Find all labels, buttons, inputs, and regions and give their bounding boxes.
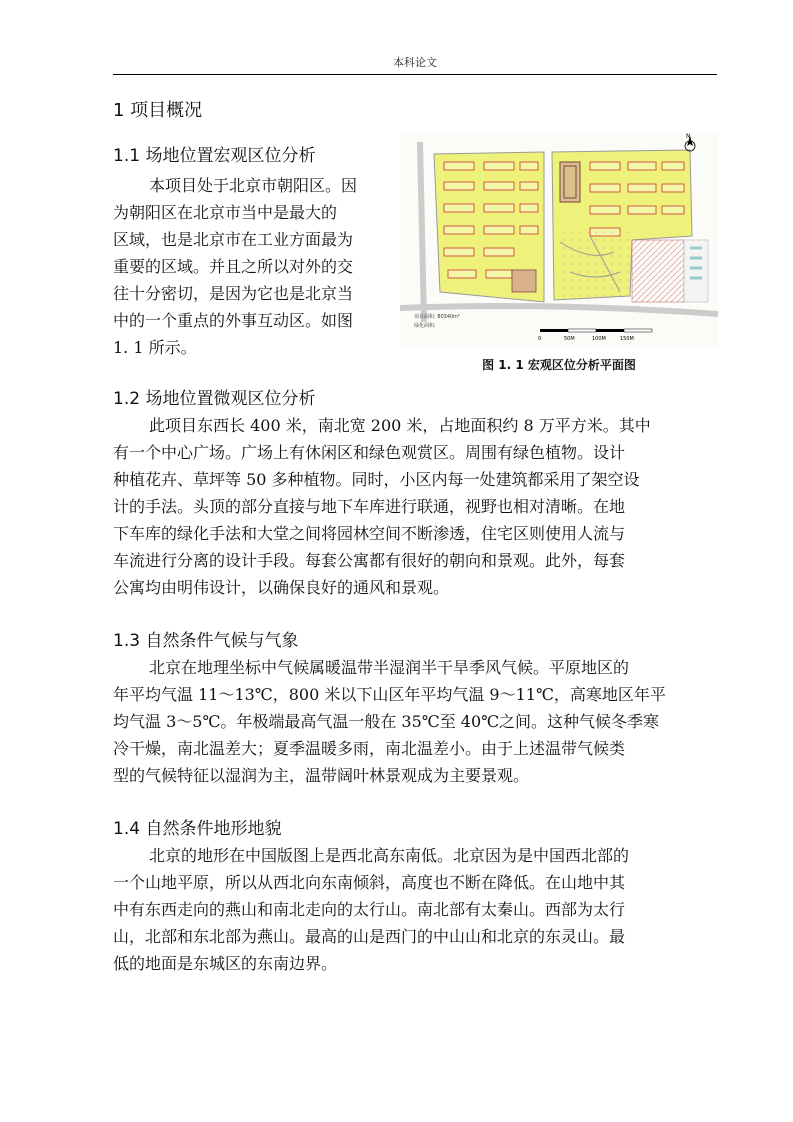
paragraph-line: 1. 1 所示。 <box>113 338 197 357</box>
paragraph-line: 此项目东西长 400 米，南北宽 200 米，占地面积约 8 万平方米。其中 <box>149 416 651 435</box>
section-1-1-title: 1.1 场地位置宏观区位分析 <box>113 146 316 166</box>
scale-label: 50M <box>564 336 575 342</box>
header-divider <box>113 74 717 75</box>
paragraph-line: 中的一个重点的外事互动区。如图 <box>113 311 354 330</box>
paragraph-line: 有一个中心广场。广场上有休闲区和绿色观赏区。周围有绿色植物。设计 <box>113 443 626 462</box>
paragraph-line: 为朝阳区在北京市当中是最大的 <box>113 203 338 222</box>
chapter-title: 1 项目概况 <box>113 100 203 121</box>
section-1-3-paragraph <box>113 654 717 789</box>
page-header: 本科论文 <box>393 56 437 69</box>
scale-label: 0 <box>538 336 542 342</box>
paragraph-line: 年平均气温 11～13℃，800 米以下山区年平均气温 9～11℃，高寒地区年平 <box>113 685 666 704</box>
section-1-2-title: 1.2 场地位置微观区位分析 <box>113 389 316 409</box>
paragraph-line: 本项目处于北京市朝阳区。因 <box>149 176 358 195</box>
section-1-1-paragraph <box>113 172 391 361</box>
paragraph-line: 均气温 3～5℃。年极端最高气温一般在 35℃至 40℃之间。这种气候冬季寒 <box>113 712 660 731</box>
paragraph-line: 计的手法。头顶的部分直接与地下车库进行联通，视野也相对清晰。在地 <box>113 497 626 516</box>
site-plan-figure <box>400 132 718 346</box>
paragraph-line: 冷干燥，南北温差大；夏季温暖多雨，南北温差小。由于上述温带气候类 <box>113 739 626 758</box>
section-1-4-paragraph <box>113 842 717 977</box>
paragraph-line: 一个山地平原，所以从西北向东南倾斜，高度也不断在降低。在山地中其 <box>113 873 626 892</box>
paragraph-line: 种植花卉、草坪等 50 多种植物。同时，小区内每一处建筑都采用了架空设 <box>113 470 640 489</box>
legend-green: 绿化面积: <box>414 323 436 329</box>
section-1-2-paragraph <box>113 412 717 601</box>
section-1-4-title: 1.4 自然条件地形地貌 <box>113 819 282 839</box>
paragraph-line: 型的气候特征以湿润为主，温带阔叶林景观成为主要景观。 <box>113 766 530 785</box>
paragraph-line: 北京在地理坐标中气候属暖温带半湿润半干旱季风气候。平原地区的 <box>149 658 630 677</box>
paragraph-line: 下车库的绿化手法和大堂之间将园林空间不断渗透，住宅区则使用人流与 <box>113 524 626 543</box>
paragraph-line: 低的地面是东城区的东南边界。 <box>113 954 338 973</box>
paragraph-line: 区域，也是北京市在工业方面最为 <box>113 230 354 249</box>
paragraph-line: 中有东西走向的燕山和南北走向的太行山。南北部有太秦山。西部为太行 <box>113 900 626 919</box>
section-1-3-title: 1.3 自然条件气候与气象 <box>113 631 299 651</box>
paragraph-line: 车流进行分离的设计手段。每套公寓都有很好的朝向和景观。此外，每套 <box>113 551 626 570</box>
north-label: N <box>686 133 691 140</box>
scale-label: 150M <box>620 336 634 342</box>
paragraph-line: 重要的区域。并且之所以对外的交 <box>113 257 354 276</box>
paragraph-line: 公寓均由明伟设计，以确保良好的通风和景观。 <box>113 578 450 597</box>
paragraph-line: 往十分密切，是因为它也是北京当 <box>113 284 354 303</box>
legend-area: 项目面积: 80340m² <box>414 314 461 320</box>
paragraph-line: 山，北部和东北部为燕山。最高的山是西门的中山山和北京的东灵山。最 <box>113 927 626 946</box>
paragraph-line: 北京的地形在中国版图上是西北高东南低。北京因为是中国西北部的 <box>149 846 630 865</box>
scale-label: 100M <box>592 336 606 342</box>
figure-caption: 图 1. 1 宏观区位分析平面图 <box>482 358 636 372</box>
